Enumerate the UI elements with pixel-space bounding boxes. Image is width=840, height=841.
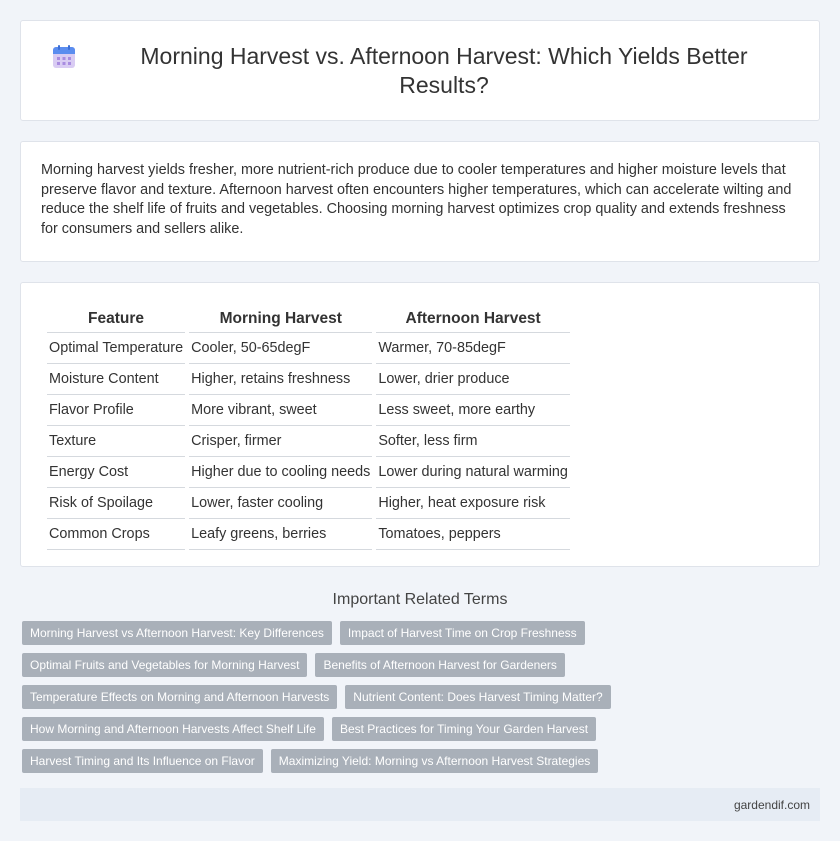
table-row <box>47 519 570 550</box>
table-cell: Higher, heat exposure risk <box>376 488 570 519</box>
table-cell: Higher due to cooling needs <box>189 457 372 488</box>
table-cell: Less sweet, more earthy <box>376 395 570 426</box>
related-term-link[interactable]: Best Practices for Timing Your Garden Harvest <box>332 717 596 741</box>
table-row <box>47 333 570 364</box>
intro-text: Morning harvest yields fresher, more nutrient-rich produce due to cooler temperatures and higher moisture levels that preserve flavor and texture. Afternoon harvest often encounters higher temperatures, which can accelerate wilting and reduce the shelf life of fruits and vegetables. Choosing morning harvest optimizes crop quality and extends freshness for consumers and sellers alike. <box>41 162 792 237</box>
table-cell: More vibrant, sweet <box>189 395 372 426</box>
comparison-table <box>43 303 574 550</box>
table-cell: Energy Cost <box>47 457 185 488</box>
table-cell: Tomatoes, peppers <box>376 519 570 550</box>
column-header: Feature <box>47 303 185 333</box>
table-cell: Lower during natural warming <box>376 457 570 488</box>
table-cell: Texture <box>47 426 185 457</box>
related-term-link[interactable]: Optimal Fruits and Vegetables for Morning Harvest <box>22 653 307 677</box>
table-cell: Leafy greens, berries <box>189 519 372 550</box>
comparison-card <box>20 282 820 567</box>
related-term-link[interactable]: Morning Harvest vs Afternoon Harvest: Key Differences <box>22 621 332 645</box>
table-cell: Higher, retains freshness <box>189 364 372 395</box>
calendar-icon <box>51 44 77 70</box>
table-row <box>47 488 570 519</box>
table-cell: Flavor Profile <box>47 395 185 426</box>
related-term-link[interactable]: Maximizing Yield: Morning vs Afternoon Harvest Strategies <box>271 749 598 773</box>
related-terms-list <box>22 621 818 781</box>
intro-card <box>20 141 820 262</box>
column-header: Afternoon Harvest <box>376 303 570 333</box>
table-cell: Lower, faster cooling <box>189 488 372 519</box>
table-row <box>47 426 570 457</box>
table-cell: Optimal Temperature <box>47 333 185 364</box>
table-header-row <box>47 303 570 333</box>
table-row <box>47 457 570 488</box>
header-card <box>20 20 820 121</box>
table-cell: Cooler, 50-65degF <box>189 333 372 364</box>
table-cell: Moisture Content <box>47 364 185 395</box>
related-terms-title: Important Related Terms <box>332 591 508 608</box>
table-row <box>47 364 570 395</box>
header-content <box>51 42 789 100</box>
page-title: Morning Harvest vs. Afternoon Harvest: Which Yields Better Results? <box>140 42 748 98</box>
related-term-link[interactable]: Benefits of Afternoon Harvest for Gardeners <box>315 653 564 677</box>
table-row <box>47 395 570 426</box>
footer <box>20 788 820 821</box>
table-cell: Common Crops <box>47 519 185 550</box>
column-header: Morning Harvest <box>189 303 372 333</box>
table-cell: Warmer, 70-85degF <box>376 333 570 364</box>
site-name[interactable]: gardendif.com <box>733 797 810 812</box>
related-term-link[interactable]: Harvest Timing and Its Influence on Flavor <box>22 749 263 773</box>
table-cell: Crisper, firmer <box>189 426 372 457</box>
table-cell: Lower, drier produce <box>376 364 570 395</box>
related-term-link[interactable]: Impact of Harvest Time on Crop Freshness <box>340 621 585 645</box>
table-cell: Softer, less firm <box>376 426 570 457</box>
related-term-link[interactable]: How Morning and Afternoon Harvests Affect Shelf Life <box>22 717 324 741</box>
table-cell: Risk of Spoilage <box>47 488 185 519</box>
related-term-link[interactable]: Nutrient Content: Does Harvest Timing Matter? <box>345 685 610 709</box>
related-term-link[interactable]: Temperature Effects on Morning and Afternoon Harvests <box>22 685 337 709</box>
